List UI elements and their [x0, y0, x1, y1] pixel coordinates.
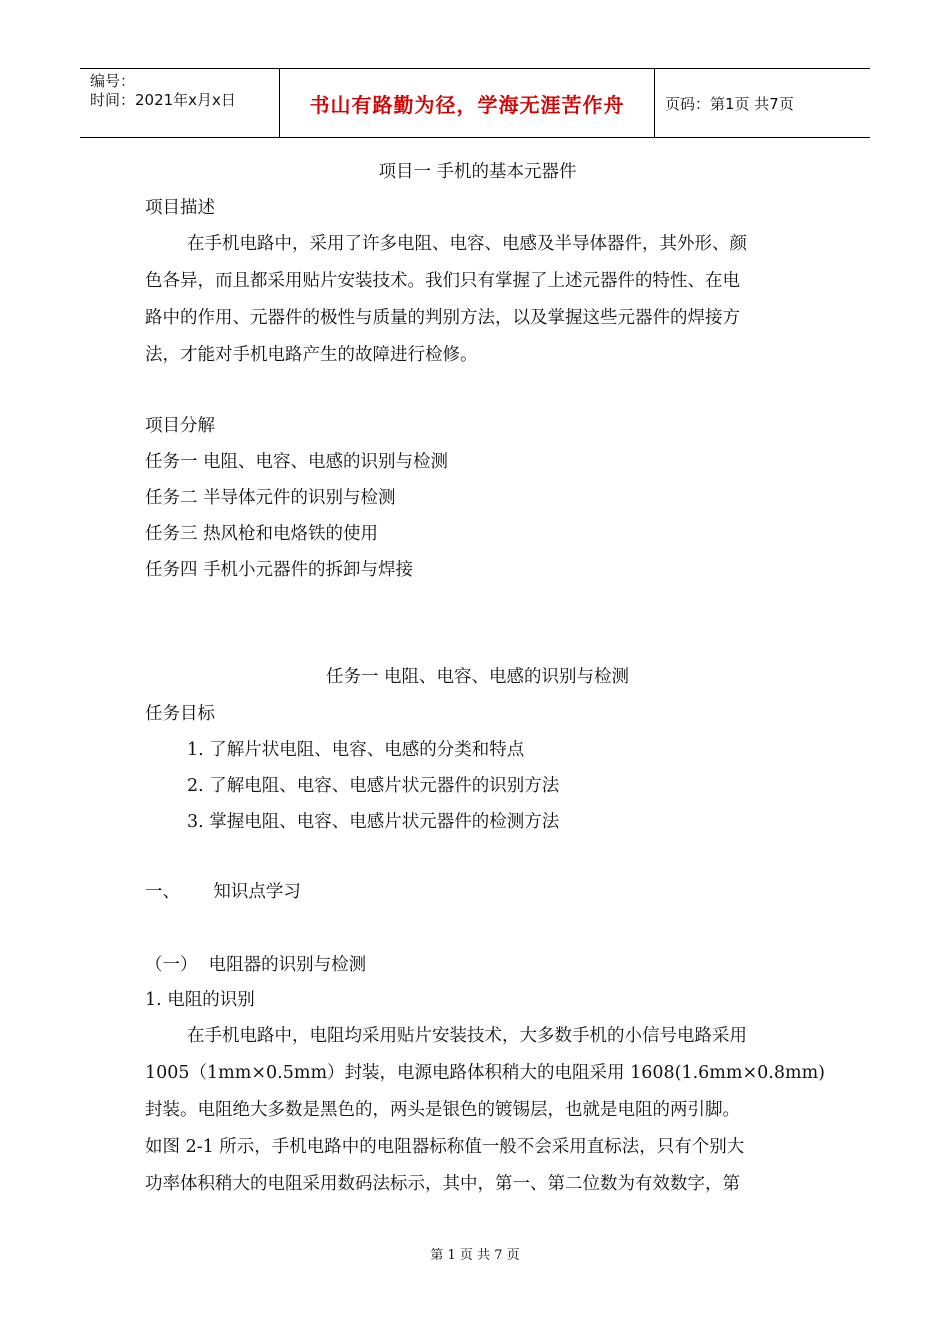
doc-time-label: 时间：2021年x月x日	[90, 91, 236, 109]
paragraph-line: 封装。电阻绝大多数是黑色的，两头是银色的镀锡层，也就是电阻的两引脚。	[145, 1100, 740, 1120]
header-meta	[80, 69, 280, 137]
task-list-item: 任务四 手机小元器件的拆卸与焊接	[145, 560, 414, 580]
project-title: 项目一 手机的基本元器件	[378, 162, 577, 182]
paragraph-line: 功率体积稍大的电阻采用数码法标示，其中，第一、第二位数为有效数字，第	[145, 1174, 740, 1194]
paragraph-line: 路中的作用、元器件的极性与质量的判别方法，以及掌握这些元器件的焊接方	[145, 308, 740, 328]
paragraph-line: 1005（1mm×0.5mm）封装，电源电路体积稍大的电阻采用 1608(1.6mm×0.8mm)	[145, 1063, 825, 1083]
paragraph-line: 如图 2-1 所示，手机电路中的电阻器标称值一般不会采用直标法，只有个别大	[145, 1137, 745, 1157]
paragraph-line: 在手机电路中，电阻均采用贴片安装技术，大多数手机的小信号电路采用	[187, 1026, 747, 1046]
header-motto: 书山有路勤为径，学海无涯苦作舟	[280, 69, 655, 137]
breakdown-heading: 项目分解	[145, 416, 215, 436]
doc-number-label: 编号：	[90, 72, 136, 90]
paragraph-line: 在手机电路中，采用了许多电阻、电容、电感及半导体器件，其外形、颜	[187, 234, 747, 254]
task1-title: 任务一 电阻、电容、电感的识别与检测	[325, 667, 630, 687]
goals-heading: 任务目标	[145, 704, 215, 724]
paragraph-line: 法，才能对手机电路产生的故障进行检修。	[145, 345, 478, 365]
section-heading: 一、 知识点学习	[145, 882, 301, 902]
subsection-heading: （一） 电阻器的识别与检测	[145, 955, 367, 975]
task-list-item: 任务二 半导体元件的识别与检测	[145, 488, 396, 508]
page-footer: 第 1 页 共 7 页	[430, 1248, 520, 1263]
task-list-item: 任务一 电阻、电容、电感的识别与检测	[145, 452, 449, 472]
project-desc-heading: 项目描述	[145, 198, 215, 218]
paragraph-line: 色各异，而且都采用贴片安装技术。我们只有掌握了上述元器件的特性、在电	[145, 271, 740, 291]
header-page-info: 页码：第1页 共7页	[665, 94, 794, 113]
goal-item: 2. 了解电阻、电容、电感片状元器件的识别方法	[187, 776, 560, 796]
item-heading: 1. 电阻的识别	[145, 990, 255, 1010]
task-list-item: 任务三 热风枪和电烙铁的使用	[145, 524, 379, 544]
goal-item: 3. 掌握电阻、电容、电感片状元器件的检测方法	[187, 812, 560, 832]
goal-item: 1. 了解片状电阻、电容、电感的分类和特点	[187, 740, 525, 760]
page-header	[80, 68, 870, 138]
